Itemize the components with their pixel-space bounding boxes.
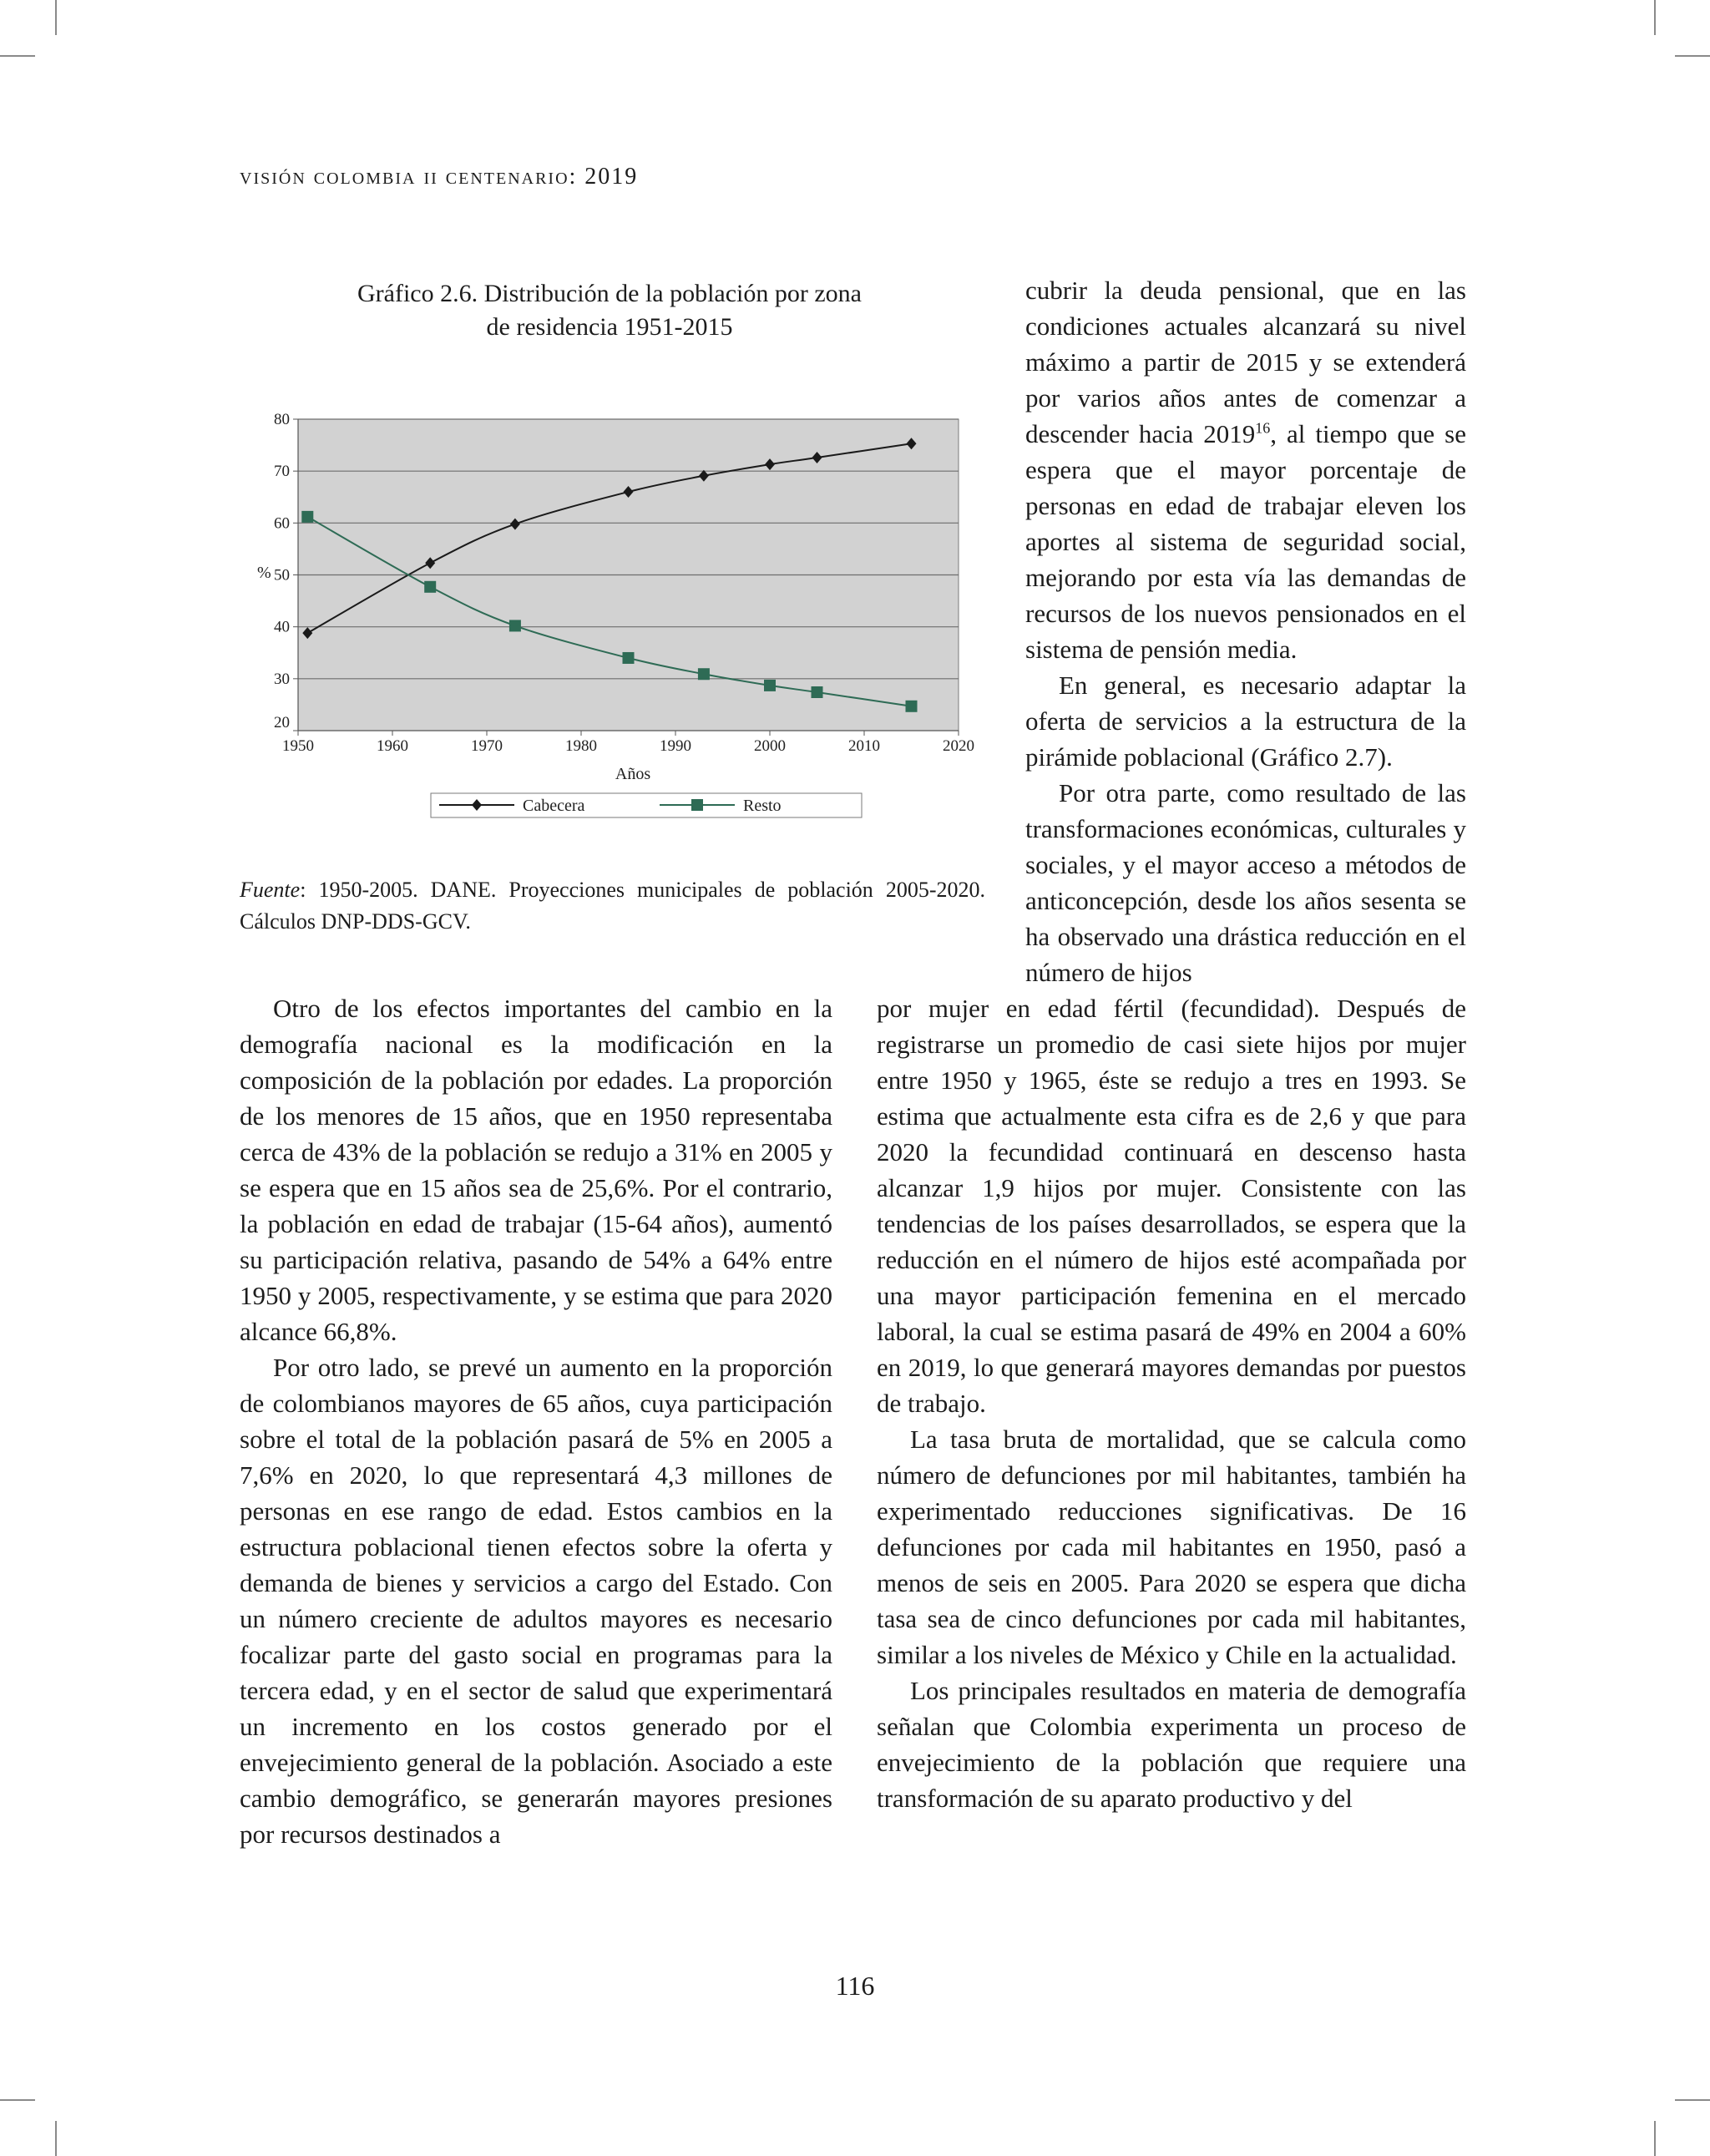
crop-mark — [1654, 0, 1656, 35]
paragraph-text: , al tiempo que se espera que el mayor porcentaje de personas en edad de trabajar eleven los aportes al sistema de seguridad social, mejorando por esta vía las demandas de recursos de los nuevos pensionados en el sistema de pensión media. — [1025, 419, 1466, 664]
body-column-right-top — [1025, 272, 1466, 990]
crop-mark — [55, 0, 57, 35]
legend-marker-resto — [691, 799, 703, 811]
figure-source — [240, 874, 985, 938]
source-label: Fuente — [240, 878, 301, 902]
legend — [431, 793, 862, 817]
crop-mark — [1675, 2099, 1710, 2101]
y-tick-label: 60 — [274, 514, 290, 533]
y-tick-label: 20 — [274, 714, 290, 731]
crop-mark — [0, 55, 35, 57]
source-text: : 1950-2005. DANE. Proyecciones municipales de población 2005-2020. Cálculos DNP-DDS-GCV. — [240, 878, 985, 934]
x-tick-label: 1960 — [377, 737, 408, 755]
x-axis-label: Años — [615, 765, 651, 783]
data-point-resto — [424, 581, 436, 593]
paragraph — [1025, 272, 1466, 667]
x-tick-label: 2010 — [848, 737, 880, 755]
y-axis-label: % — [257, 564, 271, 582]
y-tick-label: 40 — [274, 618, 290, 636]
crop-mark — [55, 2121, 57, 2156]
paragraph-text: cubrir la deuda pensional, que en las condiciones actuales alcanzará su nivel máximo a partir de 2015 y se extenderá por varios años antes de comenzar a descender hacia 2019 — [1025, 276, 1466, 448]
data-point-resto — [623, 652, 635, 664]
crop-mark — [1654, 2121, 1656, 2156]
chart-title-line-1: Gráfico 2.6. Distribución de la población por zona — [357, 280, 862, 307]
paragraph: Por otra parte, como resultado de las transformaciones económicas, culturales y sociales, y el mayor acceso a métodos de anticoncepción, desde los años sesenta se ha observado una drástica reducción en el número de hijos — [1025, 778, 1466, 987]
x-tick-label: 1990 — [660, 737, 691, 755]
x-tick-label: 1970 — [471, 737, 503, 755]
data-point-resto — [698, 668, 710, 680]
data-point-resto — [301, 511, 313, 523]
data-point-resto — [509, 620, 521, 631]
y-tick-label: 70 — [274, 463, 290, 481]
paragraph: En general, es necesario adaptar la oferta de servicios a la estructura de la pirámide poblacional (Gráfico 2.7). — [1025, 671, 1466, 772]
x-tick-label: 2000 — [754, 737, 786, 755]
x-tick-label: 1950 — [282, 737, 314, 755]
body-column-left — [240, 990, 832, 1852]
chart-title-line-2: de residencia 1951-2015 — [486, 313, 733, 341]
running-head: visión colombia ii centenario: 2019 — [240, 164, 639, 190]
crop-mark — [0, 2099, 35, 2101]
x-tick-label: 2020 — [943, 737, 974, 755]
paragraph: por mujer en edad fértil (fecundidad). Después de registrarse un promedio de casi siete hijos por mujer entre 1950 y 1965, éste se redujo a tres en 1993. Se estima que actualmente esta cifra es de 2,6 y que para 2020 la fecundidad continuará en descenso hasta alcanzar 1,9 hijos por mujer. Consistente con las tendencias de los países desarrollados, se espera que la reducción en el número de hijos esté acompañada por una mayor participación femenina en el mercado laboral, la cual se estima pasará de 49% en 2004 a 60% en 2019, lo que generará mayores demandas por puestos de trabajo. — [877, 994, 1466, 1418]
line-chart — [234, 392, 985, 827]
page-number: 116 — [835, 1971, 875, 2001]
y-tick-label: 80 — [274, 411, 290, 428]
data-point-resto — [812, 686, 823, 698]
paragraph: Por otro lado, se prevé un aumento en la proporción de colombianos mayores de 65 años, cuya participación sobre el total de la población pasará de 5% en 2005 a 7,6% en 2020, lo que representará 4,3 millones de personas en ese rango de edad. Estos cambios en la estructura poblacional tienen efectos sobre la oferta y demanda de bienes y servicios a cargo del Estado. Con un número creciente de adultos mayores es necesario focalizar parte del gasto social en programas para la tercera edad, y en el sector de salud que experimentará un incremento en los costos generado por el envejecimiento general de la población. Asociado a este cambio demográfico, se generarán mayores presiones por recursos destinados a — [240, 1353, 832, 1849]
legend-label-resto: Resto — [743, 797, 782, 815]
data-point-resto — [764, 680, 776, 691]
body-column-right — [877, 990, 1466, 1816]
paragraph: Los principales resultados en materia de demografía señalan que Colombia experimenta un proceso de envejecimiento de la población que requiere una transformación de su aparato productivo y del — [877, 1676, 1466, 1813]
legend-label-cabecera: Cabecera — [523, 797, 585, 815]
data-point-resto — [906, 701, 918, 712]
y-tick-label: 30 — [274, 670, 290, 688]
crop-mark — [1675, 55, 1710, 57]
paragraph: Otro de los efectos importantes del cambio en la demografía nacional es la modificación en la composición de la población por edades. La proporción de los menores de 15 años, que en 1950 representaba cerca de 43% de la población se redujo a 31% en 2005 y se espera que en 15 años sea de 25,6%. Por el contrario, la población en edad de trabajar (15-64 años), aumentó su participación relativa, pasando de 54% a 64% entre 1950 y 2005, respectivamente, y se estima que para 2020 alcance 66,8%. — [240, 994, 832, 1346]
chart-title — [276, 277, 944, 344]
paragraph: La tasa bruta de mortalidad, que se calcula como número de defunciones por mil habitantes, también ha experimentado reducciones significativas. De 16 defunciones por cada mil habitantes en 1950, pasó a menos de seis en 2005. Para 2020 se espera que dicha tasa sea de cinco defunciones por cada mil habitantes, similar a los niveles de México y Chile en la actualidad. — [877, 1425, 1466, 1669]
footnote-ref[interactable]: 16 — [1255, 419, 1271, 437]
y-tick-label: 50 — [274, 566, 290, 585]
x-tick-label: 1980 — [565, 737, 597, 755]
